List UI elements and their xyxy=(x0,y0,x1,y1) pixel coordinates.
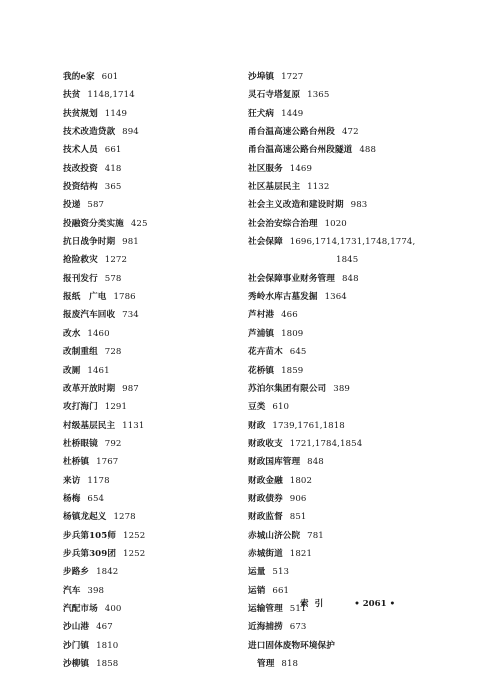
index-term: 社会治安综合治理 xyxy=(248,218,318,229)
index-entry xyxy=(248,563,448,581)
page-number: • 2061 • xyxy=(354,599,396,609)
index-term: 社会保障事业财务管理 xyxy=(248,273,335,284)
index-entry xyxy=(63,123,223,141)
index-term: 步兵第105师 xyxy=(63,530,117,541)
index-page-refs: 1786 xyxy=(113,292,136,303)
index-page-refs: 818 xyxy=(281,659,299,669)
index-entry xyxy=(248,141,448,159)
index-page-refs: 418 xyxy=(104,163,122,174)
index-term: 攻打海门 xyxy=(63,402,98,413)
index-entry xyxy=(63,637,223,655)
index-entry xyxy=(63,508,223,526)
index-term: 财政金融 xyxy=(248,475,283,486)
index-entry xyxy=(248,618,448,636)
index-page-refs: 1365 xyxy=(307,90,330,101)
index-entry xyxy=(63,563,223,581)
index-entry xyxy=(63,160,223,178)
index-term: 报纸 广电 xyxy=(63,292,107,303)
index-term: 投融资分类实施 xyxy=(63,218,124,229)
index-page-refs: 1821 xyxy=(289,548,313,559)
index-page-refs: 1858 xyxy=(96,659,119,669)
index-entry xyxy=(63,380,223,398)
index-entry xyxy=(63,196,223,214)
index-entry xyxy=(248,398,448,416)
index-entry xyxy=(248,306,448,324)
index-page-refs: 467 xyxy=(96,622,113,633)
index-page-refs: 425 xyxy=(130,218,148,229)
index-term: 财政监督 xyxy=(248,512,283,523)
index-column-left xyxy=(63,68,223,673)
index-entry xyxy=(248,68,448,86)
index-entry xyxy=(248,490,448,508)
index-term: 杨梅 xyxy=(63,493,81,504)
index-page-refs: 472 xyxy=(341,127,359,138)
index-page-refs: 645 xyxy=(289,347,307,358)
index-term: 财政国库管理 xyxy=(248,457,301,468)
index-term: 赤城街道 xyxy=(248,548,283,559)
index-term: 改制重组 xyxy=(63,347,98,358)
index-entry xyxy=(248,196,448,214)
index-term: 技术人员 xyxy=(63,145,98,156)
index-page-refs: 488 xyxy=(359,145,377,156)
index-page-refs: 1149 xyxy=(104,108,128,119)
index-entry xyxy=(63,362,223,380)
index-entry xyxy=(248,417,448,435)
index-page-refs: 578 xyxy=(104,273,122,284)
index-entry xyxy=(248,288,448,306)
index-term: 汽配市场 xyxy=(63,603,98,614)
index-page-refs: 1252 xyxy=(123,548,146,559)
index-entry xyxy=(63,343,223,361)
index-entry xyxy=(63,398,223,416)
index-term: 改厕 xyxy=(63,365,81,376)
index-page-refs: 1767 xyxy=(96,457,119,468)
index-page-refs: 987 xyxy=(122,383,139,394)
index-page-refs: 906 xyxy=(289,493,307,504)
index-term: 社区基层民主 xyxy=(248,182,301,193)
index-entry xyxy=(63,178,223,196)
index-entry xyxy=(63,527,223,545)
index-entry xyxy=(63,105,223,123)
index-page-refs: 1845 xyxy=(336,255,359,266)
index-term: 扶贫规划 xyxy=(63,108,98,119)
index-page-refs: 781 xyxy=(307,530,324,541)
index-term: 抢险救灾 xyxy=(63,255,98,266)
index-entry xyxy=(63,600,223,618)
index-term: 社会主义改造和建设时期 xyxy=(248,200,344,211)
index-page-refs: 1252 xyxy=(123,530,146,541)
footer-label: 索引 xyxy=(300,599,330,609)
index-term: 沙埠镇 xyxy=(248,72,275,82)
index-term: 秀岭水库古墓发掘 xyxy=(248,292,318,303)
index-entry xyxy=(248,453,448,471)
index-term: 杜桥眼镜 xyxy=(63,438,98,449)
index-entry xyxy=(248,105,448,123)
index-page-refs: 1460 xyxy=(87,328,110,339)
index-entry xyxy=(248,527,448,545)
index-entry xyxy=(248,655,448,673)
index-entry xyxy=(248,233,448,251)
index-entry xyxy=(63,618,223,636)
index-term: 杜桥镇 xyxy=(63,457,90,468)
index-term: 苏泊尔集团有限公司 xyxy=(248,383,327,394)
index-term: 技改投资 xyxy=(63,163,98,174)
index-term: 花桥镇 xyxy=(248,365,275,376)
index-term: 沙柳镇 xyxy=(63,659,90,669)
index-page-refs: 365 xyxy=(104,182,122,193)
index-page-refs: 661 xyxy=(104,145,122,156)
index-page-refs: 1364 xyxy=(324,292,347,303)
index-term: 运输管理 xyxy=(248,603,283,614)
index-entry xyxy=(248,270,448,288)
index-page-refs: 1859 xyxy=(281,365,304,376)
index-page-refs: 792 xyxy=(104,438,122,449)
index-entry xyxy=(63,68,223,86)
index-page-refs: 1449 xyxy=(281,108,304,119)
index-term: 步兵第309团 xyxy=(63,548,117,559)
index-entry xyxy=(63,288,223,306)
index-term: 我的e家 xyxy=(63,72,95,82)
index-page-refs: 1020 xyxy=(324,218,347,229)
index-entry xyxy=(248,343,448,361)
index-page-refs: 511 xyxy=(289,603,307,614)
index-entry xyxy=(248,86,448,104)
index-page-refs: 1131 xyxy=(122,420,145,431)
index-term: 近海捕捞 xyxy=(248,622,283,633)
index-term: 财政收支 xyxy=(248,438,283,449)
index-entry xyxy=(63,325,223,343)
index-entry xyxy=(63,417,223,435)
index-page-refs: 400 xyxy=(104,603,122,614)
index-term: 改革开放时期 xyxy=(63,383,116,394)
index-entry xyxy=(248,123,448,141)
index-page-refs: 1842 xyxy=(96,567,119,578)
index-page-refs: 673 xyxy=(289,622,307,633)
index-page-refs: 1802 xyxy=(289,475,313,486)
index-entry xyxy=(63,453,223,471)
index-page-refs: 851 xyxy=(289,512,307,523)
index-page-refs: 1809 xyxy=(281,328,304,339)
index-column-right xyxy=(248,68,448,673)
index-term: 运销 xyxy=(248,585,266,596)
index-term: 技术改造贷款 xyxy=(63,127,116,138)
index-term: 步路乡 xyxy=(63,567,90,578)
index-term: 狂犬病 xyxy=(248,108,275,119)
index-entry xyxy=(248,637,448,655)
index-page-refs: 1810 xyxy=(96,640,119,651)
index-term: 社会保障 xyxy=(248,237,283,248)
index-term: 运量 xyxy=(248,567,266,578)
index-page-refs: 894 xyxy=(122,127,139,138)
index-page-refs: 513 xyxy=(272,567,290,578)
index-page-refs: 1461 xyxy=(87,365,110,376)
index-page-refs: 1469 xyxy=(289,163,313,174)
index-entry xyxy=(248,215,448,233)
index-page-refs: 734 xyxy=(122,310,139,321)
index-page-refs: 601 xyxy=(101,72,119,82)
index-page-refs: 1148,1714 xyxy=(87,90,135,101)
index-page-refs: 1132 xyxy=(307,182,330,193)
index-term: 投资结构 xyxy=(63,182,98,193)
index-page-refs: 661 xyxy=(272,585,290,596)
index-page-refs: 1178 xyxy=(87,475,110,486)
index-entry xyxy=(248,362,448,380)
index-entry xyxy=(63,251,223,269)
index-page-refs: 1278 xyxy=(113,512,136,523)
index-entry xyxy=(248,251,448,269)
index-page-refs: 1291 xyxy=(104,402,128,413)
index-page-refs: 1721,1784,1854 xyxy=(289,438,363,449)
index-term: 灵石寺塔复原 xyxy=(248,90,301,101)
index-page-refs: 848 xyxy=(341,273,359,284)
index-term: 管理 xyxy=(257,659,275,669)
index-term: 甬台温高速公路台州段 xyxy=(248,127,335,138)
index-entry xyxy=(63,306,223,324)
index-entry xyxy=(63,141,223,159)
index-term: 报废汽车回收 xyxy=(63,310,116,321)
index-entry xyxy=(63,490,223,508)
index-term: 改水 xyxy=(63,328,81,339)
index-term: 抗日战争时期 xyxy=(63,237,116,248)
index-entry xyxy=(248,178,448,196)
index-term: 赤城山济公院 xyxy=(248,530,301,541)
index-entry xyxy=(63,582,223,600)
index-page-refs: 848 xyxy=(307,457,324,468)
index-term: 汽车 xyxy=(63,585,81,596)
index-page-refs: 981 xyxy=(122,237,139,248)
index-entry xyxy=(248,380,448,398)
index-term: 村级基层民主 xyxy=(63,420,116,431)
index-term: 社区服务 xyxy=(248,163,283,174)
index-page-refs: 983 xyxy=(350,200,368,211)
index-entry xyxy=(63,472,223,490)
index-term: 豆类 xyxy=(248,402,266,413)
index-term: 芦浦镇 xyxy=(248,328,275,339)
index-page-refs: 398 xyxy=(87,585,105,596)
index-term: 沙山港 xyxy=(63,622,90,633)
index-entry xyxy=(63,86,223,104)
index-term: 报刊发行 xyxy=(63,273,98,284)
index-entry xyxy=(248,472,448,490)
index-entry xyxy=(248,325,448,343)
index-page-refs: 466 xyxy=(281,310,298,321)
index-page-refs: 1727 xyxy=(281,72,304,82)
index-entry xyxy=(63,270,223,288)
index-term: 花卉苗木 xyxy=(248,347,283,358)
page-footer xyxy=(300,597,395,609)
index-term: 来访 xyxy=(63,475,81,486)
index-page-refs: 1739,1761,1818 xyxy=(272,420,345,431)
index-entry xyxy=(248,160,448,178)
index-entry xyxy=(248,545,448,563)
index-entry xyxy=(248,435,448,453)
index-entry xyxy=(63,215,223,233)
index-term: 甬台温高速公路台州段隧道 xyxy=(248,145,353,156)
index-page-refs: 728 xyxy=(104,347,122,358)
index-page-refs: 1272 xyxy=(104,255,128,266)
index-term: 投递 xyxy=(63,200,81,211)
index-entry xyxy=(63,655,223,673)
index-term: 芦村港 xyxy=(248,310,275,321)
index-page-refs: 1696,1714,1731,1748,1774, xyxy=(289,237,416,248)
index-page-refs: 610 xyxy=(272,402,290,413)
index-entry xyxy=(63,435,223,453)
index-page-refs: 389 xyxy=(333,383,350,394)
index-term: 沙门镇 xyxy=(63,640,90,651)
index-term: 杨镇龙起义 xyxy=(63,512,107,523)
index-entry xyxy=(63,233,223,251)
index-term: 财政债券 xyxy=(248,493,283,504)
index-term: 财政 xyxy=(248,420,266,431)
index-entry xyxy=(63,545,223,563)
index-term: 扶贫 xyxy=(63,90,81,101)
index-page-refs: 587 xyxy=(87,200,105,211)
index-term: 进口固体废物环境保护 xyxy=(248,640,335,651)
index-entry xyxy=(248,508,448,526)
index-page-refs: 654 xyxy=(87,493,105,504)
